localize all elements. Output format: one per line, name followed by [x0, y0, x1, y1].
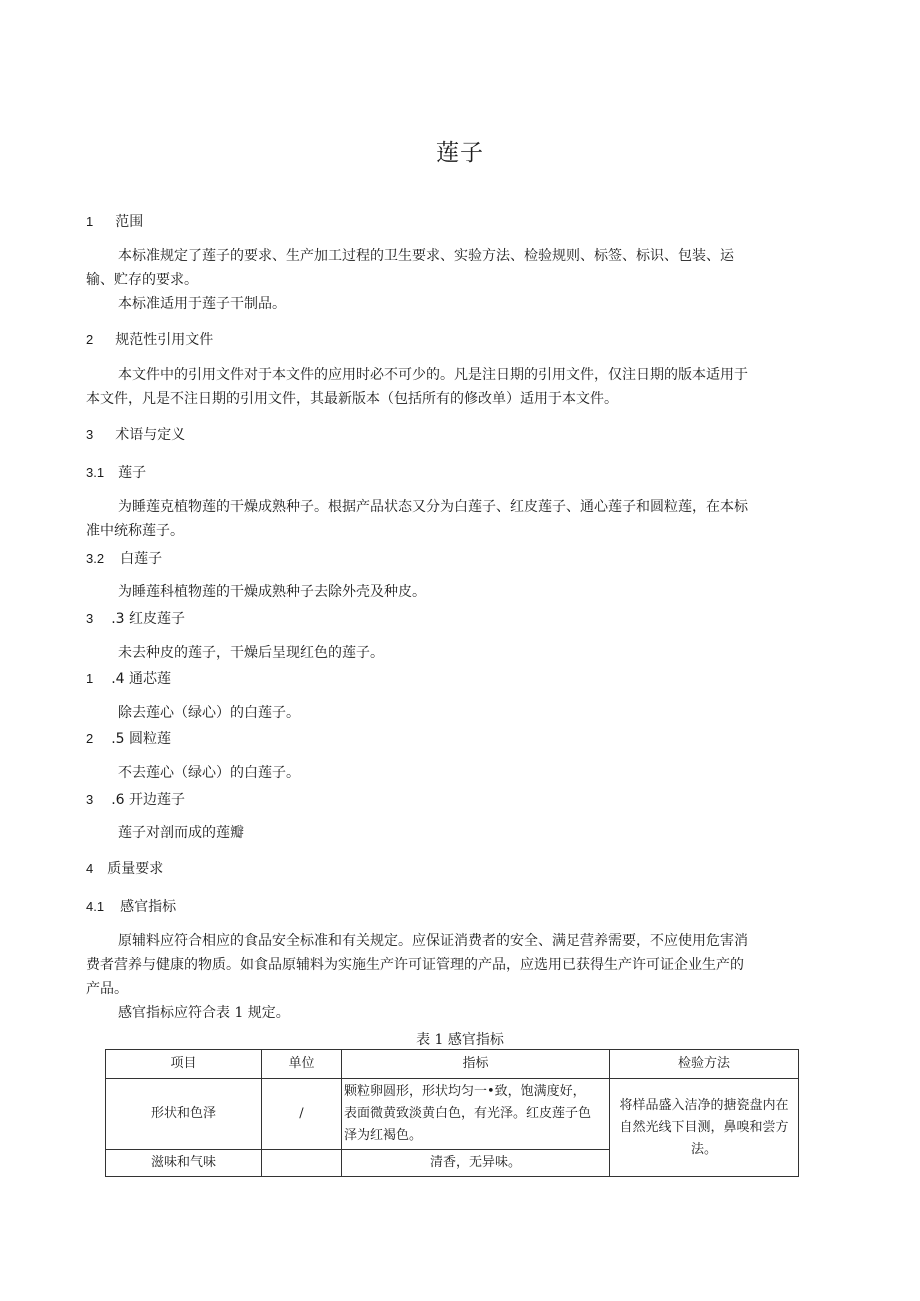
unit-cell: /: [262, 1079, 342, 1150]
term-number: 1: [86, 671, 94, 686]
term-3-1-heading: [86, 461, 146, 485]
term-label: .6 开边莲子: [111, 792, 186, 808]
section-number: 1: [86, 214, 94, 229]
term-3-6-definition: [86, 821, 816, 845]
table-header-row: [106, 1050, 799, 1079]
term-3-2-definition: [86, 580, 816, 604]
term-3-5-definition: [86, 761, 816, 785]
section-4-heading: [86, 857, 163, 881]
paragraph-line: 不去莲心（绿心）的白莲子。: [118, 765, 300, 781]
term-number: 3.2: [86, 551, 105, 566]
term-number: 3: [86, 611, 94, 626]
term-number: 3.1: [86, 465, 105, 480]
section-label: 质量要求: [107, 861, 164, 877]
paragraph-line: 费者营养与健康的物质。如食品原辅料为实施生产许可证管理的产品，应选用已获得生产许可证企业生产的: [86, 957, 744, 973]
document-title: 莲子: [436, 140, 484, 166]
subsection-4-1-heading: [86, 895, 176, 919]
unit-cell: [262, 1150, 342, 1177]
term-3-3-heading: [86, 607, 185, 631]
method-line: 法。: [690, 1141, 717, 1157]
table-row: [106, 1079, 799, 1150]
subsection-number: 4.1: [86, 899, 105, 914]
term-label: .3 红皮莲子: [111, 611, 186, 627]
section-1-paragraph-2: [86, 292, 816, 316]
term-label: 莲子: [118, 465, 147, 481]
paragraph-line: 莲子对剖而成的莲瓣: [118, 825, 244, 841]
section-number: 2: [86, 332, 94, 347]
section-2-heading: [86, 328, 213, 352]
paragraph-line: 准中统称莲子。: [86, 523, 184, 539]
term-label: .4 通芯莲: [111, 671, 172, 687]
spec-line: 表面微黄致淡黄白色，有光泽。红皮莲子色: [344, 1106, 592, 1121]
paragraph-line: 感官指标应符合表 1 规定。: [118, 1005, 290, 1021]
spec-line: 泽为红褐色。: [344, 1128, 423, 1143]
column-header-spec: 指标: [342, 1050, 610, 1079]
method-line: 自然光线下目测，鼻嗅和尝方: [619, 1119, 789, 1135]
paragraph-line: 为睡莲克植物莲的干燥成熟种子。根据产品状态又分为白莲子、红皮莲子、通心莲子和圆粒莲，在本标: [118, 499, 748, 515]
paragraph-line: 原辅料应符合相应的食品安全标准和有关规定。应保证消费者的安全、满足营养需要，不应使用危害消: [118, 933, 748, 949]
paragraph-line: 本标准规定了莲子的要求、生产加工过程的卫生要求、实验方法、检验规则、标签、标识、包装、运: [118, 248, 734, 264]
column-header-method: 检验方法: [610, 1050, 799, 1079]
method-cell: [610, 1079, 799, 1177]
term-3-2-heading: [86, 547, 162, 571]
spec-cell: [342, 1079, 610, 1150]
column-header-item: 项目: [106, 1050, 262, 1079]
paragraph-line: 未去种皮的莲子，干燥后呈现红色的莲子。: [118, 645, 384, 661]
paragraph-line: 为睡莲科植物莲的干燥成熟种子去除外壳及种皮。: [118, 584, 426, 600]
spec-cell: 清香，无异味。: [342, 1150, 610, 1177]
section-number: 3: [86, 427, 94, 442]
paragraph-line: 本文件中的引用文件对于本文件的应用时必不可少的。凡是注日期的引用文件，仅注日期的版本适用于: [118, 367, 748, 383]
paragraph-line: 除去莲心（绿心）的白莲子。: [118, 705, 300, 721]
section-number: 4: [86, 861, 94, 876]
section-2-paragraph: [86, 363, 816, 411]
term-label: 白莲子: [120, 551, 163, 567]
section-3-heading: [86, 423, 185, 447]
term-3-4-definition: [86, 701, 816, 725]
paragraph-line: 本文件，凡是不注日期的引用文件，其最新版本（包括所有的修改单）适用于本文件。: [86, 391, 618, 407]
term-3-1-definition: [86, 495, 816, 543]
spec-line: 颗粒卵圆形，形状均匀一•致，饱满度好，: [344, 1084, 586, 1099]
subsection-4-1-paragraph-1: [86, 929, 816, 1001]
paragraph-line: 输、贮存的要求。: [86, 272, 198, 288]
term-number: 3: [86, 792, 94, 807]
term-3-5-heading: [86, 727, 171, 751]
subsection-4-1-paragraph-2: [86, 1001, 816, 1025]
item-cell: 滋味和气味: [106, 1150, 262, 1177]
item-cell: 形状和色泽: [106, 1079, 262, 1150]
table-caption: 表 1 感官指标: [416, 1032, 504, 1048]
term-3-4-heading: [86, 667, 171, 691]
term-label: .5 圆粒莲: [111, 731, 172, 747]
section-label: 规范性引用文件: [115, 332, 214, 348]
section-1-paragraph-1: [86, 244, 816, 292]
term-3-3-definition: [86, 641, 816, 665]
column-header-unit: 单位: [262, 1050, 342, 1079]
paragraph-line: 本标准适用于莲子干制品。: [118, 296, 286, 312]
term-number: 2: [86, 731, 94, 746]
method-line: 将样品盛入洁净的搪瓷盘内在: [619, 1097, 789, 1113]
subsection-label: 感官指标: [120, 899, 177, 915]
term-3-6-heading: [86, 788, 185, 812]
section-label: 范围: [115, 214, 144, 230]
sensory-index-table: [105, 1049, 799, 1177]
paragraph-line: 产品。: [86, 981, 128, 997]
section-label: 术语与定义: [115, 427, 186, 443]
section-1-heading: [86, 210, 143, 234]
